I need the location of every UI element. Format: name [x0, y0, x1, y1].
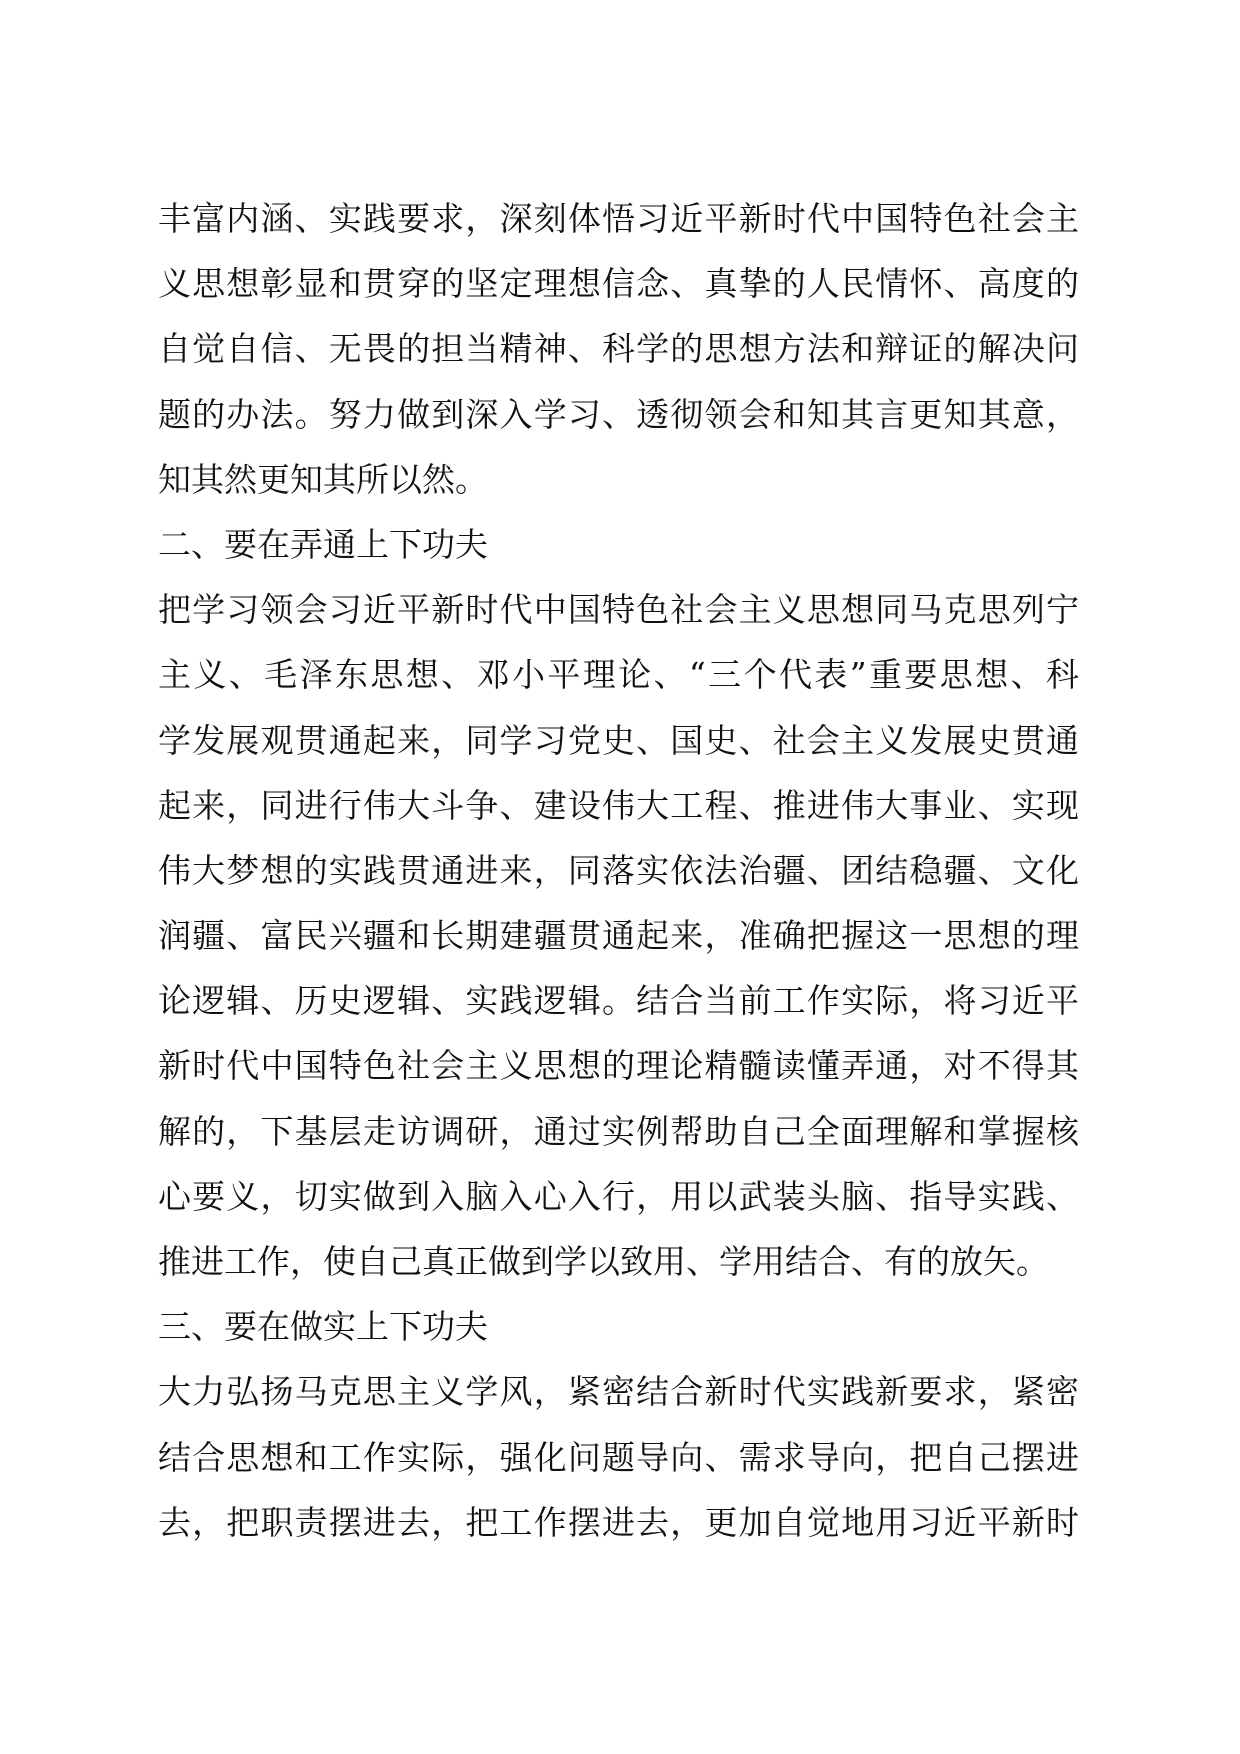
text-line: 心要义，切实做到入脑入心入行，用以武装头脑、指导实践、: [158, 1176, 1079, 1216]
text-line: 论逻辑、历史逻辑、实践逻辑。结合当前工作实际，将习近平: [158, 981, 1079, 1021]
text-line: 大力弘扬马克思主义学风，紧密结合新时代实践新要求，紧密: [158, 1372, 1079, 1412]
paragraph: [158, 577, 1079, 1294]
paragraph: [158, 1359, 1079, 1555]
section-heading: 二、要在弄通上下功夫: [158, 524, 488, 564]
text-line: 去，把职责摆进去，把工作摆进去，更加自觉地用习近平新时: [158, 1502, 1079, 1542]
text-line: 学发展观贯通起来，同学习党史、国史、社会主义发展史贯通: [158, 720, 1079, 760]
text-line: 义思想彰显和贯穿的坚定理想信念、真挚的人民情怀、高度的: [158, 264, 1079, 304]
text-line: 伟大梦想的实践贯通进来，同落实依法治疆、团结稳疆、文化: [158, 850, 1079, 890]
text-line: 丰富内涵、实践要求，深刻体悟习近平新时代中国特色社会主: [158, 199, 1079, 238]
text-line: 题的办法。努力做到深入学习、透彻领会和知其言更知其意，: [158, 394, 1079, 434]
text-line: 解的，下基层走访调研，通过实例帮助自己全面理解和掌握核: [158, 1111, 1079, 1151]
text-line: 润疆、富民兴疆和长期建疆贯通起来，准确把握这一思想的理: [158, 916, 1079, 956]
paragraph: [158, 186, 1079, 512]
text-line: 结合思想和工作实际，强化问题导向、需求导向，把自己摆进: [158, 1437, 1079, 1477]
text-line: 知其然更知其所以然。: [158, 459, 488, 499]
text-line: 新时代中国特色社会主义思想的理论精髓读懂弄通，对不得其: [158, 1046, 1079, 1086]
text-line: 主义、毛泽东思想、邓小平理论、“三个代表”重要思想、科: [158, 655, 1079, 695]
text-line: 推进工作，使自己真正做到学以致用、学用结合、有的放矢。: [158, 1242, 1049, 1281]
document-body: [158, 186, 1079, 1555]
section-heading: 三、要在做实上下功夫: [158, 1307, 488, 1347]
text-line: 自觉自信、无畏的担当精神、科学的思想方法和辩证的解决问: [158, 329, 1079, 369]
text-line: 起来，同进行伟大斗争、建设伟大工程、推进伟大事业、实现: [158, 785, 1079, 825]
text-line: 把学习领会习近平新时代中国特色社会主义思想同马克思列宁: [158, 590, 1079, 630]
